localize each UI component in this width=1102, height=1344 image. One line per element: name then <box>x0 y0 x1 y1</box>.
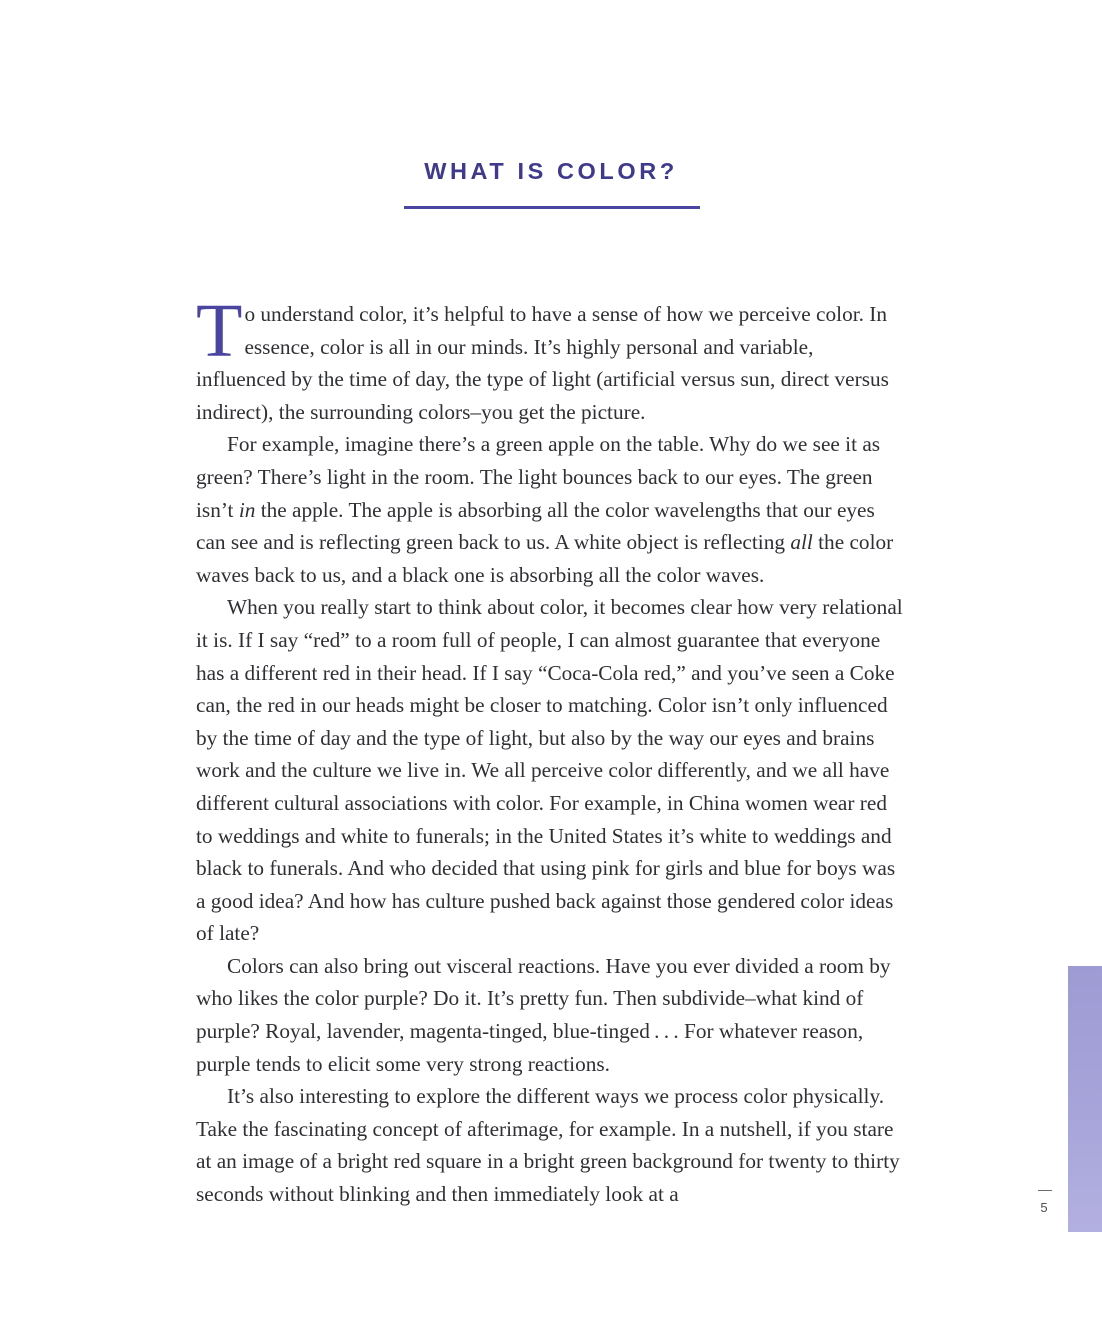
drop-cap-letter: T <box>196 289 243 373</box>
title-underline-rule <box>404 206 700 209</box>
folio-rule <box>1038 1190 1052 1191</box>
page-number: 5 <box>1040 1200 1048 1215</box>
paragraph-3: When you really start to think about color, it becomes clear how very relational it is. If I say “red” to a room full of people, I can almost guarantee that everyone has a different red in their head. If I say “Coca-Cola red,” and you’ve seen a Coke can, the red in our heads might be closer to matching. Color isn’t only influenced by the time of day and the type of light, but also by the way our eyes and brains work and the culture we live in. We all perceive color differently, and we all have different cultural associations with color. For example, in China women wear red to weddings and white to funerals; in the United States it’s white to weddings and black to funerals. And who decided that using pink for girls and blue for boys was a good idea? And how has culture pushed back against those gendered color ideas of late? <box>196 595 903 946</box>
body-text-column <box>196 289 904 1211</box>
paragraph-5: It’s also interesting to explore the different ways we process color physically. Take the fascinating concept of afterimage, for example. In a nutshell, if you stare at an image of a bright red square in a bright green background for twenty to thirty seconds without blinking and then immediately look at a <box>196 1084 900 1207</box>
paragraph-2-text-a: For example, imagine there’s a green apple on the table. Why do we see it as green? There’s light in the room. The light bounces back to our eyes. The green isn’t <box>196 432 881 522</box>
page-title: WHAT IS COLOR? <box>424 158 678 184</box>
paragraph-2-text-b: the apple. The apple is absorbing all the color wavelengths that our eyes can see and is reflecting green back to us. A white object is reflecting <box>196 497 875 555</box>
paragraph-1-text: o understand color, it’s helpful to have a sense of how we perceive color. In essence, color is all in our minds. It’s highly personal and variable, influenced by the time of day, the type of light (artificial versus sun, direct versus indirect), the surrounding colors–you get the picture. <box>196 302 889 424</box>
paragraph-2-text-c: the color waves back to us, and a black one is absorbing all the color waves. <box>196 530 894 587</box>
paragraph-2-italic-all: all <box>790 530 813 555</box>
page-edge-color-bar <box>1068 966 1102 1232</box>
paragraph-2-italic-in: in <box>238 497 256 522</box>
paragraph-4: Colors can also bring out visceral reactions. Have you ever divided a room by who likes the color purple? Do it. It’s pretty fun. Then subdivide–what kind of purple? Royal, lavender, magenta-tinged, blue-tinged . . . For whatever reason, purple tends to elicit some very strong reactions. <box>196 953 891 1076</box>
paragraph-2 <box>196 428 904 591</box>
paragraph-1 <box>196 289 904 428</box>
